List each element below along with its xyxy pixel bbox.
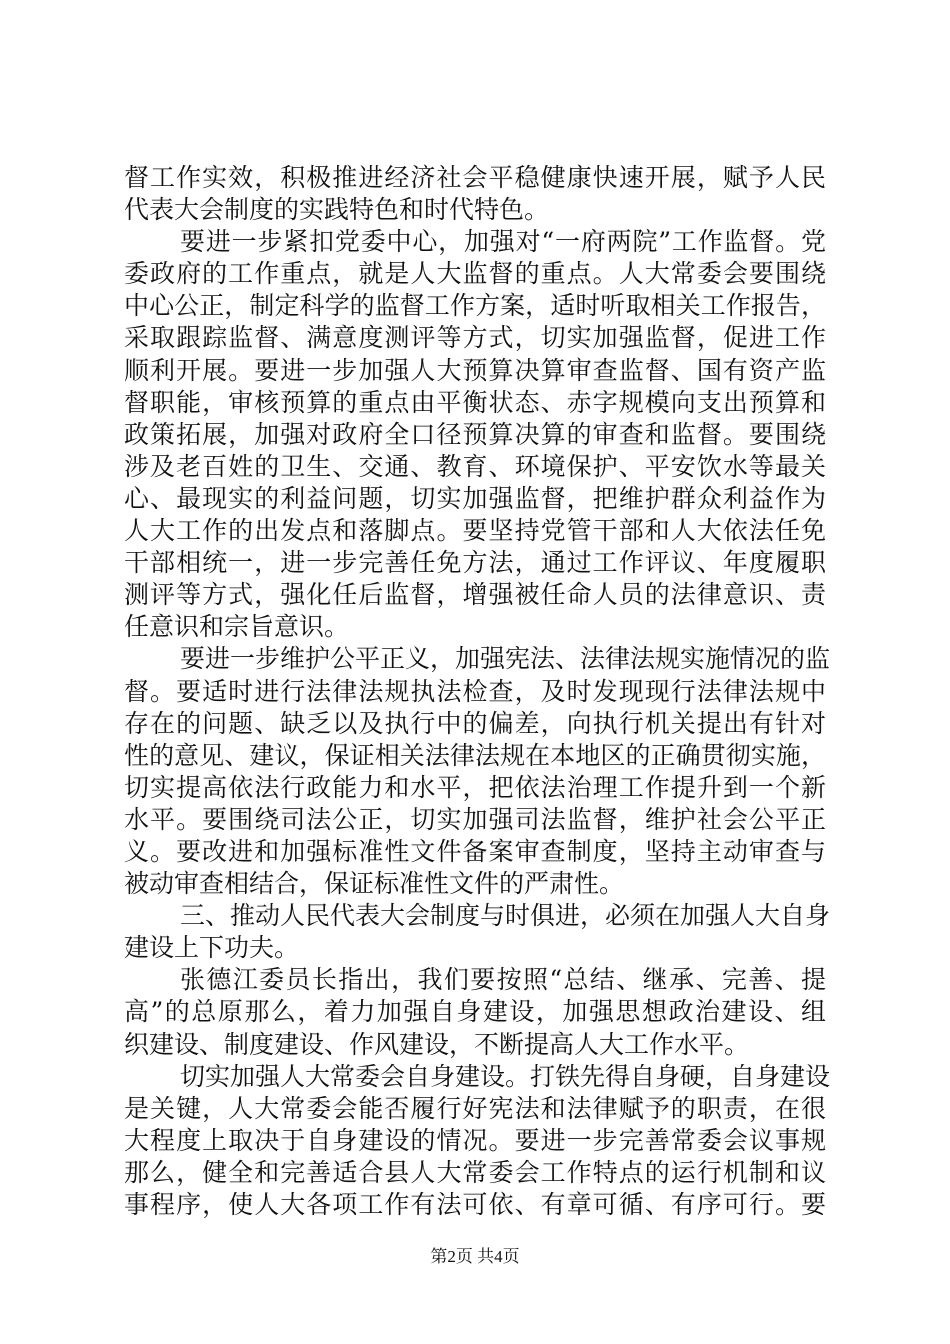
text-line: 那么，健全和完善适合县人大常委会工作特点的运行机制和议 xyxy=(124,1157,826,1187)
text-line: 要进一步维护公平正义，加强宪法、法律法规实施情况的监 xyxy=(180,644,831,674)
text-line: 被动审查相结合，保证标准性文件的严肃性。 xyxy=(124,869,625,899)
text-line: 督职能，审核预算的重点由平衡状态、赤字规模向支出预算和 xyxy=(124,387,826,417)
text-line: 水平。要围绕司法公正，切实加强司法监督，维护社会公平正 xyxy=(124,804,826,834)
text-line: 张德江委员长指出，我们要按照“总结、继承、完善、提 xyxy=(180,965,826,995)
text-line: 采取跟踪监督、满意度测评等方式，切实加强监督，促进工作 xyxy=(124,323,826,353)
text-line: 织建设、制度建设、作风建设，不断提高人大工作水平。 xyxy=(124,1029,750,1059)
text-line: 心、最现实的利益问题，切实加强监督，把维护群众利益作为 xyxy=(124,483,826,513)
text-line: 委政府的工作重点，就是人大监督的重点。人大常委会要围绕 xyxy=(124,259,826,289)
text-line: 测评等方式，强化任后监督，增强被任命人员的法律意识、责 xyxy=(124,580,826,610)
text-line: 三、推动人民代表大会制度与时俱进，必须在加强人大自身 xyxy=(180,901,831,931)
text-line: 政策拓展，加强对政府全口径预算决算的审查和监督。要围绕 xyxy=(124,419,826,449)
text-line: 要进一步紧扣党委中心，加强对“一府两院”工作监督。党 xyxy=(180,227,826,257)
document-body xyxy=(124,162,831,1221)
text-line: 任意识和宗旨意识。 xyxy=(124,612,350,642)
text-line: 人大工作的出发点和落脚点。要坚持党管干部和人大依法任免 xyxy=(124,516,826,546)
text-line: 代表大会制度的实践特色和时代特色。 xyxy=(124,195,550,225)
text-line: 是关键，人大常委会能否履行好宪法和法律赋予的职责，在很 xyxy=(124,1093,826,1123)
text-line: 切实提高依法行政能力和水平，把依法治理工作提升到一个新 xyxy=(124,772,826,802)
page-number: 第2页 共4页 xyxy=(430,1247,520,1266)
text-line: 中心公正，制定科学的监督工作方案，适时听取相关工作报告， xyxy=(124,291,826,321)
text-line: 干部相统一，进一步完善任免方法，通过工作评议、年度履职 xyxy=(124,548,826,578)
text-line: 督工作实效，积极推进经济社会平稳健康快速开展，赋予人民 xyxy=(124,163,826,192)
text-line: 性的意见、建议，保证相关法律法规在本地区的正确贯彻实施， xyxy=(124,740,826,770)
text-line: 义。要改进和加强标准性文件备案审查制度，坚持主动审查与 xyxy=(124,836,826,866)
text-line: 涉及老百姓的卫生、交通、教育、环境保护、平安饮水等最关 xyxy=(124,451,826,481)
text-line: 顺利开展。要进一步加强人大预算决算审查监督、国有资产监 xyxy=(124,355,826,385)
text-line: 存在的问题、缺乏以及执行中的偏差，向执行机关提出有针对 xyxy=(124,708,826,738)
text-line: 事程序，使人大各项工作有法可依、有章可循、有序可行。要 xyxy=(124,1190,826,1219)
text-line: 督。要适时进行法律法规执法检查，及时发现现行法律法规中 xyxy=(124,676,826,706)
text-line: 建设上下功夫。 xyxy=(124,933,300,963)
text-line: 切实加强人大常委会自身建设。打铁先得自身硬，自身建设 xyxy=(180,1061,831,1091)
text-line: 大程度上取决于自身建设的情况。要进一步完善常委会议事规 xyxy=(124,1125,826,1155)
text-line: 高”的总原那么，着力加强自身建设，加强思想政治建设、组 xyxy=(124,997,826,1027)
